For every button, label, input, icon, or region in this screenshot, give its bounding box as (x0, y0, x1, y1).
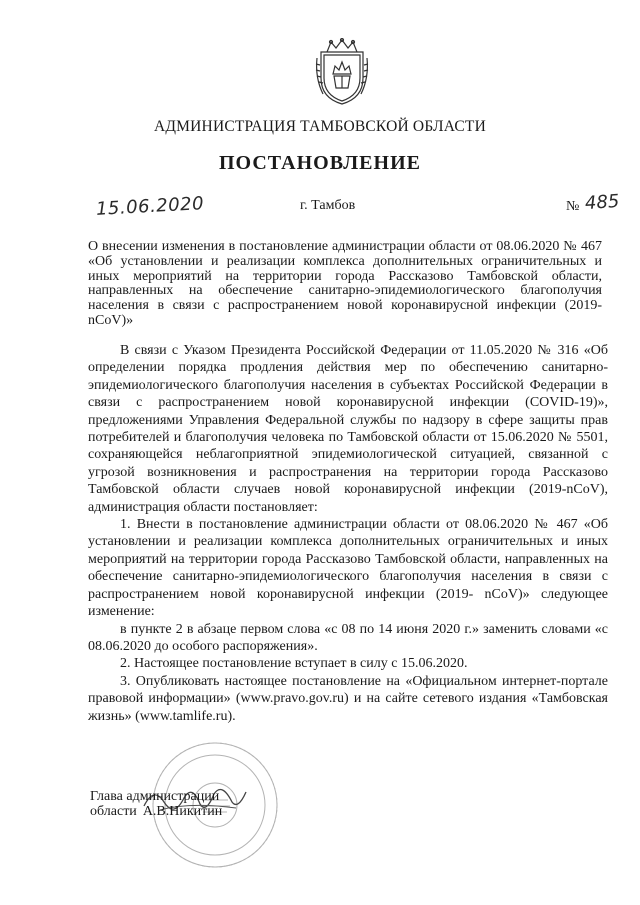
tambov-coat-of-arms-icon (313, 38, 371, 108)
body-paragraph-item-2: 2. Настоящее постановление вступает в силу с 15.06.2020. (120, 656, 468, 672)
document-subject: О внесении изменения в постановление администрации области от 08.06.2020 № 467 «Об установлении и реализации комплекса дополнительных ограничительных и иных мероприятий на территории города Рассказово Тамбовской области, направленных на обеспечение санитарно-эпидемиологического благополучия населения в связи с распространением новой коронавирусной инфекции (2019-nCoV)» (88, 239, 602, 328)
number-label: № (566, 199, 580, 214)
body-paragraph-item-1-change: в пункте 2 в абзаце первом слова «с 08 по 14 июня 2020 г.» заменить словами «с 08.06.2020 до особого распоряжения». (88, 621, 608, 654)
signatory-position: Глава администрации (90, 789, 220, 804)
signature-block (90, 789, 222, 819)
city-label: г. Тамбов (300, 198, 356, 213)
signatory-name: А.В.Никитин (142, 804, 223, 819)
signatory-region: области (90, 804, 137, 819)
body-paragraph-item-1: 1. Внести в постановление администрации области от 08.06.2020 № 467 «Об установлении и реализации комплекса дополнительных ограничительных и иных мероприятий на территории города Рассказово Тамбовской области, направленных на обеспечение санитарно-эпидемиологического благополучия населения в связи с распространением новой коронавирусной инфекции (2019- nCoV)» следующее изменение: (88, 517, 608, 620)
body-paragraph-preamble: В связи с Указом Президента Российской Федерации от 11.05.2020 № 316 «Об определении порядка продления действия мер по обеспечению санитарно-эпидемиологического благополучия населения в субъектах Российской Федерации в связи с распространением новой коронавирусной инфекции (COVID-19)», предложениями Управления Федеральной службы по надзору в сфере защиты прав потребителей и благополучия человека по Тамбовской области от 15.06.2020 № 5501, сохраняющейся неблагоприятной эпидемиологической ситуацией, связанной с угрозой возникновения и распространения на территории города Рассказово Тамбовской области случаев новой коронавирусной инфекции (2019-nCoV), администрация области постановляет: (88, 343, 608, 515)
document-body (88, 342, 608, 725)
handwritten-date: 15.06.2020 (95, 193, 205, 220)
body-paragraph-item-3: 3. Опубликовать настоящее постановление на «Официальном интернет-портале правовой информации» (www.pravo.gov.ru) и на сайте сетевого издания «Тамбовская жизнь» (www.tamlife.ru). (88, 673, 608, 724)
organization-title: АДМИНИСТРАЦИЯ ТАМБОВСКОЙ ОБЛАСТИ (154, 118, 486, 135)
document-type-title: ПОСТАНОВЛЕНИЕ (219, 152, 421, 174)
handwritten-number: 485 (584, 190, 621, 215)
